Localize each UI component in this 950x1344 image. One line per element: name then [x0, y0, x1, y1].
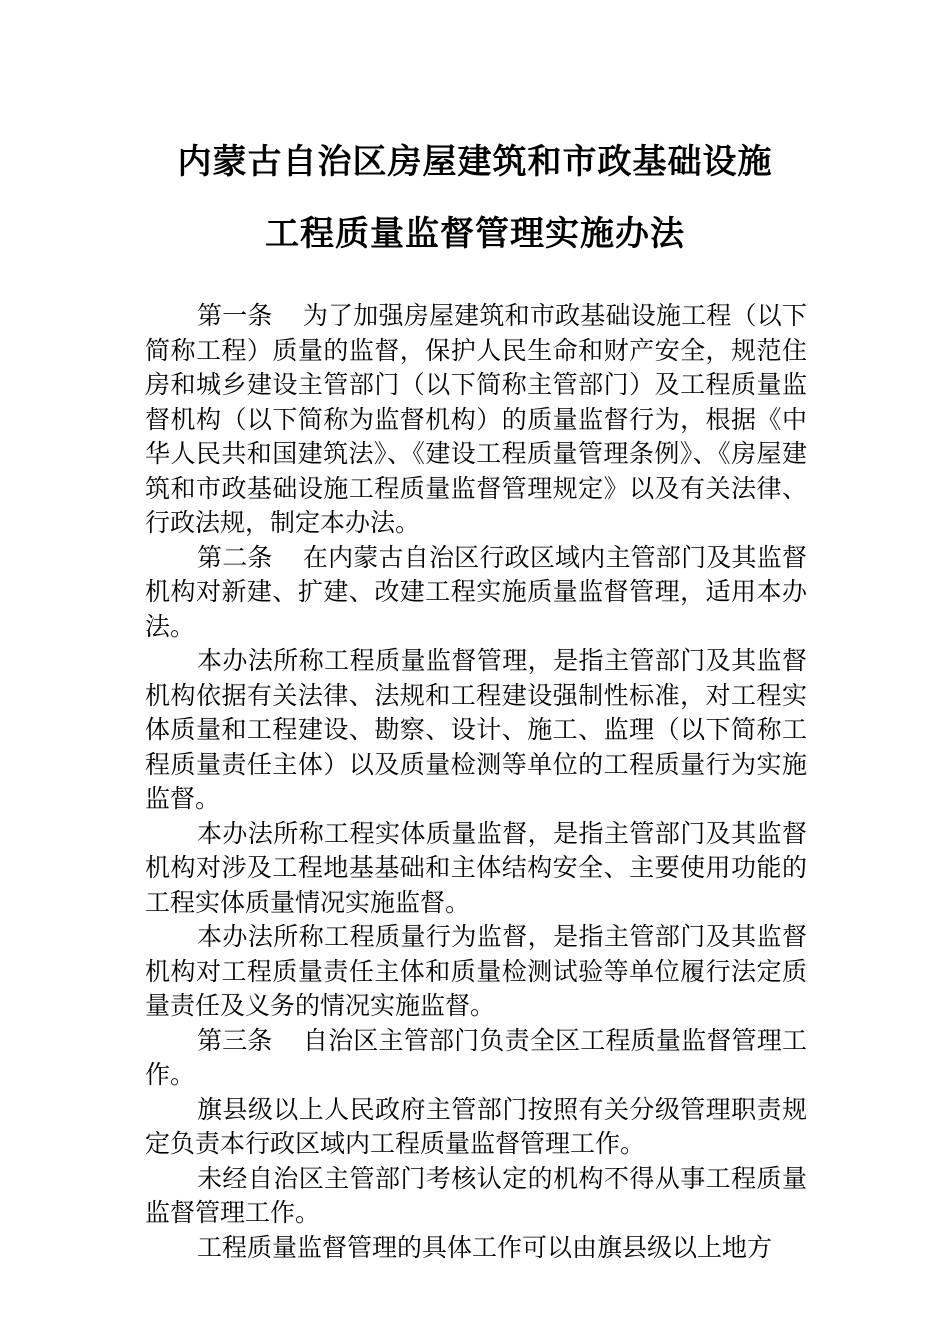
paragraph-text: 本办法所称工程实体质量监督，是指主管部门及其监督机构对涉及工程地基基础和主体结构安全、主要使用功能的工程实体质量情况实施监督。	[145, 818, 807, 917]
article-number: 第二条	[197, 542, 273, 572]
paragraph	[145, 644, 807, 817]
paragraph-text: 为了加强房屋建筑和市政基础设施工程（以下简称工程）质量的监督，保护人民生命和财产安全，规范住房和城乡建设主管部门（以下简称主管部门）及工程质量监督机构（以下简称为监督机构）的质量监督行为，根据《中华人民共和国建筑法》、《建设工程质量管理条例》、《房屋建筑和市政基础设施工程质量监督管理规定》以及有关法律、行政法规，制定本办法。	[145, 301, 807, 537]
paragraph-text: 在内蒙古自治区行政区域内主管部门及其监督机构对新建、扩建、改建工程实施质量监督管理，适用本办法。	[145, 542, 807, 641]
paragraph-text: 工程质量监督管理的具体工作可以由旗县级以上地方	[197, 1232, 773, 1262]
document-title-line-1: 内蒙古自治区房屋建筑和市政基础设施	[177, 142, 773, 182]
paragraph-article-2	[145, 541, 807, 645]
paragraph-text: 本办法所称工程质量监督管理，是指主管部门及其监督机构依据有关法律、法规和工程建设强制性标准，对工程实体质量和工程建设、勘察、设计、施工、监理（以下简称工程质量责任主体）以及质量检测等单位的工程质量行为实施监督。	[145, 646, 807, 813]
paragraph-text: 未经自治区主管部门考核认定的机构不得从事工程质量监督管理工作。	[145, 1163, 807, 1227]
paragraph	[145, 1162, 807, 1231]
paragraph-text: 本办法所称工程质量行为监督，是指主管部门及其监督机构对工程质量责任主体和质量检测试验等单位履行法定质量责任及义务的情况实施监督。	[145, 922, 807, 1020]
document-body	[145, 299, 807, 1265]
paragraph	[145, 1093, 807, 1162]
paragraph	[145, 1231, 807, 1266]
paragraph	[145, 920, 807, 1024]
article-number: 第一条	[197, 301, 273, 330]
paragraph-text: 旗县级以上人民政府主管部门按照有关分级管理职责规定负责本行政区域内工程质量监督管理工作。	[145, 1094, 807, 1158]
paragraph-article-3	[145, 1024, 807, 1093]
paragraph	[145, 817, 807, 921]
paragraph-text: 自治区主管部门负责全区工程质量监督管理工作。	[145, 1025, 807, 1089]
article-number: 第三条	[197, 1025, 273, 1055]
paragraph-article-1	[145, 299, 807, 541]
document-title-line-2: 工程质量监督管理实施办法	[265, 214, 685, 254]
